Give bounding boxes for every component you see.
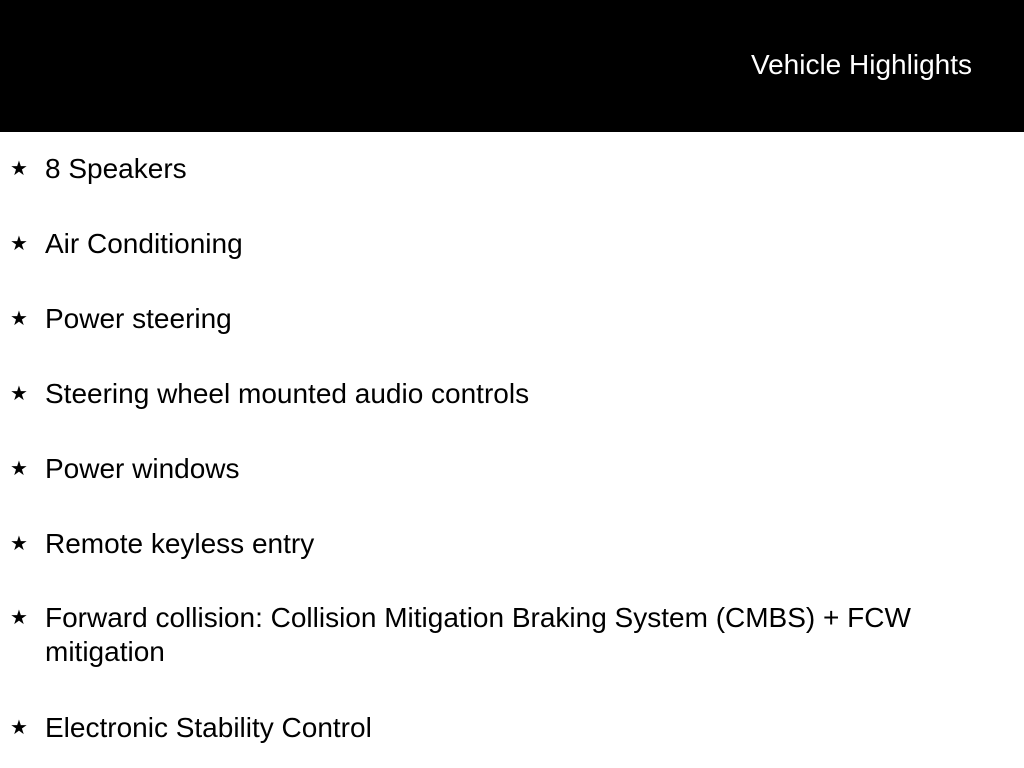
highlight-text: Steering wheel mounted audio controls [45,378,530,409]
highlight-text: Power steering [45,303,232,334]
highlight-text: Electronic Stability Control [45,712,372,743]
highlight-text: Remote keyless entry [45,528,315,559]
star-icon: ★ [10,383,28,405]
page-title: Vehicle Highlights [750,49,972,80]
highlight-text: Air Conditioning [45,228,243,259]
star-icon: ★ [10,308,28,330]
star-icon: ★ [10,717,28,739]
star-icon: ★ [10,458,28,480]
highlight-text: Forward collision: Collision Mitigation Braking System (CMBS) + FCW mitigation [45,602,911,667]
star-icon: ★ [10,233,28,255]
star-icon: ★ [10,533,28,555]
star-icon: ★ [10,158,28,180]
highlight-text: 8 Speakers [45,153,187,184]
highlight-text: Power windows [45,453,240,484]
star-icon: ★ [10,607,28,629]
header-bar [0,0,1024,132]
